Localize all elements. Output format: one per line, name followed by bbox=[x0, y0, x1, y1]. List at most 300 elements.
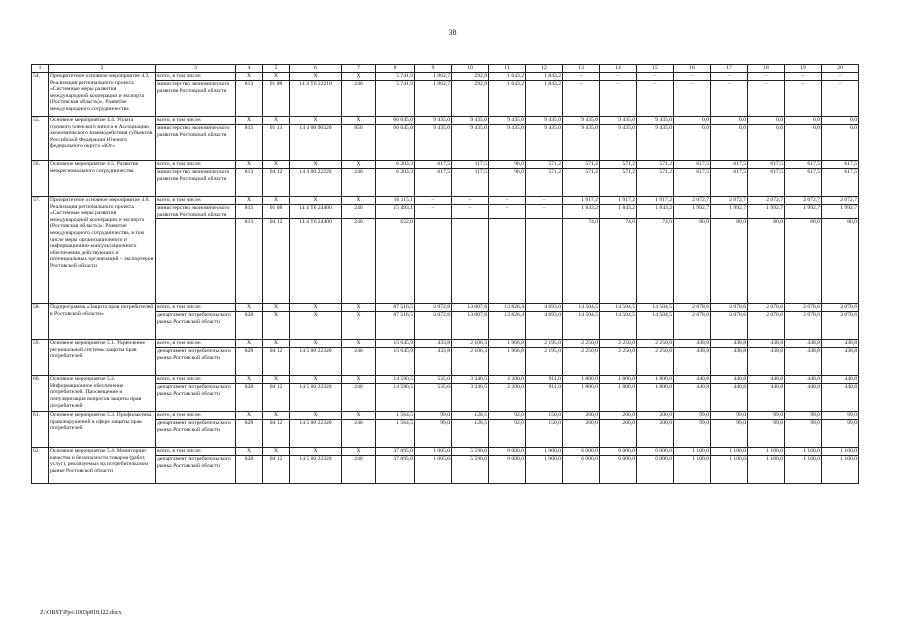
amount-cell: 80,0 bbox=[748, 219, 785, 304]
amount-cell: 3 340,5 bbox=[452, 384, 489, 412]
amount-cell: 438,8 bbox=[674, 348, 711, 376]
column-number-header: 11 bbox=[489, 65, 526, 73]
amount-cell: 433,8 bbox=[415, 348, 452, 376]
amount-cell: 150,0 bbox=[526, 420, 563, 448]
amount-cell: – bbox=[452, 197, 489, 205]
measure-name: Основное мероприятие 5.2. Информационное обеспечение потребителей. Просвещение и популяризация вопросов защиты прав потребителей bbox=[49, 376, 156, 412]
amount-cell: 0,0 bbox=[711, 117, 748, 125]
amount-cell: 200,0 bbox=[563, 420, 600, 448]
amount-cell: 438,8 bbox=[785, 340, 822, 348]
amount-cell: 80,0 bbox=[711, 219, 748, 304]
table-row bbox=[32, 205, 859, 219]
amount-cell: 117,5 bbox=[452, 169, 489, 197]
amount-cell: 15 645,9 bbox=[376, 340, 415, 348]
amount-cell: 2 250,0 bbox=[600, 348, 637, 376]
section-code: 04 12 bbox=[263, 384, 290, 412]
amount-cell: 99,0 bbox=[785, 420, 822, 448]
target-code: X bbox=[290, 312, 342, 340]
amount-cell: – bbox=[452, 205, 489, 219]
amount-cell: 6 000,0 bbox=[600, 448, 637, 456]
amount-cell: 99,0 bbox=[822, 420, 859, 448]
amount-cell: 535,0 bbox=[415, 384, 452, 412]
amount-cell: 438,8 bbox=[711, 340, 748, 348]
expense-type: X bbox=[342, 73, 376, 81]
expense-type: 240 bbox=[342, 169, 376, 197]
amount-cell: 80,0 bbox=[674, 219, 711, 304]
amount-cell: – bbox=[563, 81, 600, 117]
amount-cell bbox=[526, 219, 563, 304]
amount-cell: 617,5 bbox=[822, 161, 859, 169]
table-row bbox=[32, 197, 859, 205]
executor: министерство экономического развития Ростовской области bbox=[156, 125, 236, 161]
column-number-header: 13 bbox=[563, 65, 600, 73]
column-number-header: 8 bbox=[376, 65, 415, 73]
amount-cell: 2 078,6 bbox=[711, 312, 748, 340]
amount-cell: 0,0 bbox=[785, 125, 822, 161]
executor bbox=[156, 219, 236, 304]
column-number-header: 16 bbox=[674, 65, 711, 73]
amount-cell: 99,0 bbox=[822, 412, 859, 420]
target-code: 14 4 Т6 24400 bbox=[290, 219, 342, 304]
amount-cell: 14 504,5 bbox=[637, 304, 674, 312]
expense-type: 850 bbox=[342, 125, 376, 161]
amount-cell: 99,0 bbox=[711, 412, 748, 420]
section-code: X bbox=[263, 340, 290, 348]
expense-type: 240 bbox=[342, 205, 376, 219]
amount-cell: 438,8 bbox=[785, 348, 822, 376]
executor: всего, в том числе: bbox=[156, 161, 236, 169]
amount-cell: – bbox=[748, 81, 785, 117]
amount-cell: 571,2 bbox=[600, 161, 637, 169]
target-code: X bbox=[290, 448, 342, 456]
amount-cell: 2 078,6 bbox=[785, 304, 822, 312]
budget-code: 813 bbox=[236, 125, 263, 161]
budget-code: X bbox=[236, 304, 263, 312]
measure-name: Основное мероприятие 4.4. Уплата годового членского взноса в Ассоциацию экономического взаимодействия субъектов Российской Федерации Южного федерального округа «Юг» bbox=[49, 117, 156, 161]
amount-cell: – bbox=[526, 205, 563, 219]
amount-cell: 2 250,0 bbox=[563, 348, 600, 376]
section-code: 04 12 bbox=[263, 456, 290, 484]
amount-cell: 2 072,8 bbox=[415, 312, 452, 340]
amount-cell: 99,0 bbox=[674, 412, 711, 420]
section-code: X bbox=[263, 197, 290, 205]
amount-cell: 1 992,7 bbox=[785, 205, 822, 219]
amount-cell: 6 203,3 bbox=[376, 161, 415, 169]
amount-cell: 440,8 bbox=[822, 384, 859, 412]
section-code: 04 12 bbox=[263, 348, 290, 376]
target-code: 14 4 Т6 24400 bbox=[290, 205, 342, 219]
budget-code: 813 bbox=[236, 219, 263, 304]
amount-cell: 535,0 bbox=[415, 376, 452, 384]
amount-cell: 9 435,0 bbox=[563, 117, 600, 125]
amount-cell: 617,5 bbox=[748, 169, 785, 197]
amount-cell: 1 800,0 bbox=[600, 376, 637, 384]
amount-cell: 13 826,4 bbox=[489, 304, 526, 312]
amount-cell: 150,0 bbox=[526, 412, 563, 420]
executor: всего, в том числе: bbox=[156, 73, 236, 81]
amount-cell: – bbox=[711, 73, 748, 81]
executor: всего, в том числе: bbox=[156, 412, 236, 420]
amount-cell: 1 564,5 bbox=[376, 412, 415, 420]
amount-cell: 2 078,6 bbox=[674, 304, 711, 312]
column-number-row bbox=[32, 65, 859, 73]
amount-cell: 438,8 bbox=[748, 348, 785, 376]
amount-cell: 1 992,7 bbox=[674, 205, 711, 219]
amount-cell: 2 072,7 bbox=[822, 197, 859, 205]
amount-cell: 5 741,9 bbox=[376, 73, 415, 81]
amount-cell: 0,0 bbox=[674, 125, 711, 161]
budget-code: 828 bbox=[236, 348, 263, 376]
target-code: 14 4 Т6 22210 bbox=[290, 81, 342, 117]
expense-type: X bbox=[342, 448, 376, 456]
amount-cell: 4 693,0 bbox=[526, 304, 563, 312]
table-row bbox=[32, 161, 859, 169]
expense-type: 240 bbox=[342, 219, 376, 304]
amount-cell: 440,8 bbox=[711, 376, 748, 384]
budget-code: X bbox=[236, 448, 263, 456]
amount-cell: 1 100,0 bbox=[822, 456, 859, 484]
amount-cell: 571,2 bbox=[637, 161, 674, 169]
table-row bbox=[32, 125, 859, 161]
amount-cell: 0,0 bbox=[785, 117, 822, 125]
amount-cell: 2 250,0 bbox=[637, 348, 674, 376]
amount-cell: 87 516,5 bbox=[376, 312, 415, 340]
amount-cell: – bbox=[748, 73, 785, 81]
expense-type: 240 bbox=[342, 81, 376, 117]
amount-cell: 4 693,0 bbox=[526, 312, 563, 340]
target-code: X bbox=[290, 412, 342, 420]
amount-cell bbox=[452, 219, 489, 304]
amount-cell: 617,5 bbox=[785, 169, 822, 197]
expense-type: X bbox=[342, 117, 376, 125]
amount-cell: 9 435,0 bbox=[600, 117, 637, 125]
amount-cell: 1 966,8 bbox=[489, 348, 526, 376]
column-number-header: 5 bbox=[263, 65, 290, 73]
amount-cell: 2 078,6 bbox=[674, 312, 711, 340]
column-number-header: 9 bbox=[415, 65, 452, 73]
amount-cell: 6 000,0 bbox=[489, 456, 526, 484]
amount-cell: 1 643,2 bbox=[489, 73, 526, 81]
column-number-header: 14 bbox=[600, 65, 637, 73]
measure-name: Основное мероприятие 5.3. Профилактика правонарушений в сфере защиты прав потребителей bbox=[49, 412, 156, 448]
amount-cell: 1 843,2 bbox=[563, 205, 600, 219]
amount-cell: 14 504,5 bbox=[637, 312, 674, 340]
column-number-header: 12 bbox=[526, 65, 563, 73]
amount-cell: 1 100,0 bbox=[711, 456, 748, 484]
row-number: 54. bbox=[32, 73, 49, 117]
target-code: X bbox=[290, 304, 342, 312]
amount-cell: 0,0 bbox=[822, 117, 859, 125]
amount-cell: 1 800,0 bbox=[637, 376, 674, 384]
amount-cell: 14 590,5 bbox=[376, 384, 415, 412]
amount-cell: 571,2 bbox=[637, 169, 674, 197]
table-row bbox=[32, 384, 859, 412]
amount-cell: 438,8 bbox=[674, 340, 711, 348]
budget-code: X bbox=[236, 376, 263, 384]
amount-cell: 3 340,5 bbox=[452, 376, 489, 384]
amount-cell: 2 078,6 bbox=[785, 312, 822, 340]
amount-cell: 6 203,3 bbox=[376, 169, 415, 197]
budget-table bbox=[31, 64, 859, 484]
table-row bbox=[32, 219, 859, 304]
column-number-header: 4 bbox=[236, 65, 263, 73]
amount-cell: 911,0 bbox=[526, 384, 563, 412]
amount-cell: 440,8 bbox=[748, 376, 785, 384]
table-row bbox=[32, 376, 859, 384]
row-number: 59. bbox=[32, 340, 49, 376]
section-code: X bbox=[263, 73, 290, 81]
executor: всего, в том числе: bbox=[156, 448, 236, 456]
amount-cell: – bbox=[600, 81, 637, 117]
row-number: 61. bbox=[32, 412, 49, 448]
amount-cell bbox=[415, 219, 452, 304]
budget-code: 828 bbox=[236, 312, 263, 340]
table-row bbox=[32, 412, 859, 420]
amount-cell: 37 095,0 bbox=[376, 456, 415, 484]
executor: министерство экономического развития Ростовской области bbox=[156, 169, 236, 197]
amount-cell: 1 843,2 bbox=[526, 81, 563, 117]
amount-cell: 1 962,7 bbox=[415, 81, 452, 117]
measure-name: Основное мероприятие 5.4. Мониторинг качества и безопасности товаров (работ, услуг), реализуемых на потребительском рынке Ростовской области bbox=[49, 448, 156, 484]
amount-cell: 16 115,1 bbox=[376, 197, 415, 205]
amount-cell: 617,5 bbox=[711, 169, 748, 197]
amount-cell: 14 590,5 bbox=[376, 376, 415, 384]
amount-cell: 571,2 bbox=[563, 161, 600, 169]
executor: департамент потребительского рынка Ростовской области bbox=[156, 420, 236, 448]
amount-cell: 9 435,0 bbox=[415, 117, 452, 125]
amount-cell: 6 000,0 bbox=[637, 448, 674, 456]
amount-cell: 1 917,2 bbox=[637, 197, 674, 205]
amount-cell: 87 516,5 bbox=[376, 304, 415, 312]
amount-cell: 617,5 bbox=[415, 161, 452, 169]
amount-cell: 617,5 bbox=[711, 161, 748, 169]
executor: департамент потребительского рынка Ростовской области bbox=[156, 348, 236, 376]
amount-cell: 6 000,0 bbox=[563, 456, 600, 484]
amount-cell: 617,5 bbox=[822, 169, 859, 197]
amount-cell: 200,0 bbox=[563, 412, 600, 420]
amount-cell: 438,8 bbox=[711, 348, 748, 376]
amount-cell: 2 250,0 bbox=[600, 340, 637, 348]
expense-type: X bbox=[342, 376, 376, 384]
amount-cell: 617,5 bbox=[674, 169, 711, 197]
executor: министерство экономического развития Ростовской области bbox=[156, 81, 236, 117]
amount-cell: 1 800,0 bbox=[563, 384, 600, 412]
amount-cell: 2 072,7 bbox=[711, 197, 748, 205]
amount-cell: – bbox=[563, 73, 600, 81]
amount-cell: 440,8 bbox=[785, 376, 822, 384]
budget-code: X bbox=[236, 412, 263, 420]
amount-cell: 74,0 bbox=[563, 219, 600, 304]
amount-cell: – bbox=[674, 81, 711, 117]
amount-cell: 617,5 bbox=[748, 161, 785, 169]
row-number: 58. bbox=[32, 304, 49, 340]
amount-cell: 128,5 bbox=[452, 420, 489, 448]
amount-cell: 66 045,0 bbox=[376, 117, 415, 125]
target-code: X bbox=[290, 73, 342, 81]
amount-cell: 1 100,0 bbox=[785, 456, 822, 484]
section-code: X bbox=[263, 312, 290, 340]
amount-cell: 1 800,0 bbox=[600, 384, 637, 412]
amount-cell: 622,0 bbox=[376, 219, 415, 304]
amount-cell: 80,0 bbox=[822, 219, 859, 304]
amount-cell: 1 100,0 bbox=[674, 456, 711, 484]
target-code: 14 4 00 90320 bbox=[290, 125, 342, 161]
budget-code: X bbox=[236, 73, 263, 81]
expense-type: 240 bbox=[342, 420, 376, 448]
amount-cell: 14 504,5 bbox=[563, 304, 600, 312]
section-code: X bbox=[263, 304, 290, 312]
table-row bbox=[32, 117, 859, 125]
target-code: X bbox=[290, 376, 342, 384]
amount-cell: 2 106,3 bbox=[452, 348, 489, 376]
table-row bbox=[32, 312, 859, 340]
table-row bbox=[32, 340, 859, 348]
amount-cell: 6 000,0 bbox=[489, 448, 526, 456]
amount-cell: 433,8 bbox=[415, 340, 452, 348]
amount-cell: 96,0 bbox=[489, 169, 526, 197]
budget-code: 813 bbox=[236, 81, 263, 117]
amount-cell: 1 992,7 bbox=[748, 205, 785, 219]
row-number: 60. bbox=[32, 376, 49, 412]
amount-cell: 438,8 bbox=[822, 340, 859, 348]
amount-cell: 9 435,0 bbox=[489, 125, 526, 161]
amount-cell: 9 435,0 bbox=[563, 125, 600, 161]
amount-cell: 15 493,1 bbox=[376, 205, 415, 219]
footer-file-path: Z:\ORST\Ppo\1003p818.f22.docx bbox=[40, 610, 122, 616]
amount-cell: 440,8 bbox=[822, 376, 859, 384]
target-code: X bbox=[290, 340, 342, 348]
amount-cell: 1 100,0 bbox=[822, 448, 859, 456]
section-code: 04 12 bbox=[263, 219, 290, 304]
amount-cell: 99,0 bbox=[711, 420, 748, 448]
target-code: X bbox=[290, 197, 342, 205]
amount-cell: 2 250,0 bbox=[637, 340, 674, 348]
amount-cell: 80,0 bbox=[785, 219, 822, 304]
amount-cell: – bbox=[785, 73, 822, 81]
executor: всего, в том числе: bbox=[156, 304, 236, 312]
column-number-header: 20 bbox=[822, 65, 859, 73]
amount-cell: 2 078,6 bbox=[711, 304, 748, 312]
executor: министерство экономического развития Ростовской области bbox=[156, 205, 236, 219]
table-row bbox=[32, 169, 859, 197]
row-number: 55. bbox=[32, 117, 49, 161]
amount-cell: 440,8 bbox=[674, 384, 711, 412]
section-code: X bbox=[263, 161, 290, 169]
amount-cell: 13 007,8 bbox=[452, 304, 489, 312]
amount-cell: 0,0 bbox=[748, 117, 785, 125]
section-code: 01 13 bbox=[263, 125, 290, 161]
expense-type: X bbox=[342, 340, 376, 348]
amount-cell bbox=[489, 219, 526, 304]
amount-cell: 96,0 bbox=[489, 161, 526, 169]
budget-code: 828 bbox=[236, 456, 263, 484]
budget-code: X bbox=[236, 117, 263, 125]
amount-cell: 2 195,0 bbox=[526, 348, 563, 376]
amount-cell: 200,0 bbox=[600, 420, 637, 448]
amount-cell: 1 843,2 bbox=[637, 205, 674, 219]
amount-cell: 1 843,2 bbox=[600, 205, 637, 219]
amount-cell: 6 000,0 bbox=[600, 456, 637, 484]
target-code: 14 5 00 22320 bbox=[290, 456, 342, 484]
expense-type: 240 bbox=[342, 456, 376, 484]
executor: всего, в том числе: bbox=[156, 340, 236, 348]
table-row bbox=[32, 81, 859, 117]
executor: всего, в том числе: bbox=[156, 117, 236, 125]
expense-type: 240 bbox=[342, 384, 376, 412]
section-code: X bbox=[263, 376, 290, 384]
page-number: 38 bbox=[448, 28, 457, 37]
amount-cell: 1 992,7 bbox=[711, 205, 748, 219]
amount-cell: 99,0 bbox=[674, 420, 711, 448]
table-row bbox=[32, 456, 859, 484]
expense-type: X bbox=[342, 312, 376, 340]
amount-cell: 617,5 bbox=[674, 161, 711, 169]
amount-cell: – bbox=[489, 205, 526, 219]
table-row bbox=[32, 304, 859, 312]
amount-cell: 200,0 bbox=[637, 412, 674, 420]
amount-cell: 99,0 bbox=[415, 412, 452, 420]
column-number-header: 3 bbox=[156, 65, 236, 73]
measure-name: Приоритетное основное мероприятие 4.6. Реализация регионального проекта «Системные меры развития международной кооперации и экспорта (Ростовская область)». Развитие международного сотрудничества, в том числе меры организационного и информационно-консультационного обеспечения действующих и потенциальных организаций – экспортеров Ростовской области bbox=[49, 197, 156, 304]
table-row bbox=[32, 348, 859, 376]
amount-cell: 292,8 bbox=[452, 81, 489, 117]
amount-cell: 2 078,6 bbox=[822, 312, 859, 340]
amount-cell: 0,0 bbox=[748, 125, 785, 161]
amount-cell: 66 045,0 bbox=[376, 125, 415, 161]
amount-cell: 571,2 bbox=[563, 169, 600, 197]
section-code: 04 12 bbox=[263, 169, 290, 197]
budget-code: 828 bbox=[236, 384, 263, 412]
amount-cell: 617,5 bbox=[785, 161, 822, 169]
amount-cell: 2 195,0 bbox=[526, 340, 563, 348]
table-row bbox=[32, 420, 859, 448]
column-number-header: 17 bbox=[711, 65, 748, 73]
expense-type: X bbox=[342, 304, 376, 312]
amount-cell: – bbox=[637, 73, 674, 81]
amount-cell: 617,5 bbox=[415, 169, 452, 197]
amount-cell: 99,0 bbox=[748, 412, 785, 420]
executor: департамент потребительского рынка Ростовской области bbox=[156, 384, 236, 412]
amount-cell: 9 435,0 bbox=[526, 117, 563, 125]
amount-cell: 200,0 bbox=[637, 420, 674, 448]
amount-cell: 2 072,7 bbox=[748, 197, 785, 205]
amount-cell: 1 917,2 bbox=[563, 197, 600, 205]
expense-type: X bbox=[342, 197, 376, 205]
expense-type: X bbox=[342, 161, 376, 169]
amount-cell: – bbox=[526, 197, 563, 205]
measure-name: Основное мероприятие 4.5. Развитие межрегионального сотрудничества bbox=[49, 161, 156, 197]
target-code: 14 4 00 22220 bbox=[290, 169, 342, 197]
amount-cell: 2 106,3 bbox=[452, 340, 489, 348]
column-number-header: 18 bbox=[748, 65, 785, 73]
amount-cell: – bbox=[711, 81, 748, 117]
amount-cell: 1 992,7 bbox=[822, 205, 859, 219]
amount-cell: 14 504,5 bbox=[563, 312, 600, 340]
amount-cell: 9 435,0 bbox=[489, 117, 526, 125]
amount-cell: 438,8 bbox=[822, 348, 859, 376]
amount-cell: – bbox=[415, 197, 452, 205]
amount-cell: 6 000,0 bbox=[563, 448, 600, 456]
amount-cell: 292,8 bbox=[452, 73, 489, 81]
table-row bbox=[32, 73, 859, 81]
amount-cell: 99,0 bbox=[748, 420, 785, 448]
column-number-header: 7 bbox=[342, 65, 376, 73]
amount-cell: 1 800,0 bbox=[637, 384, 674, 412]
amount-cell: 2 078,6 bbox=[748, 312, 785, 340]
amount-cell: 2 078,6 bbox=[748, 304, 785, 312]
table-row bbox=[32, 448, 859, 456]
amount-cell: 9 435,0 bbox=[600, 125, 637, 161]
